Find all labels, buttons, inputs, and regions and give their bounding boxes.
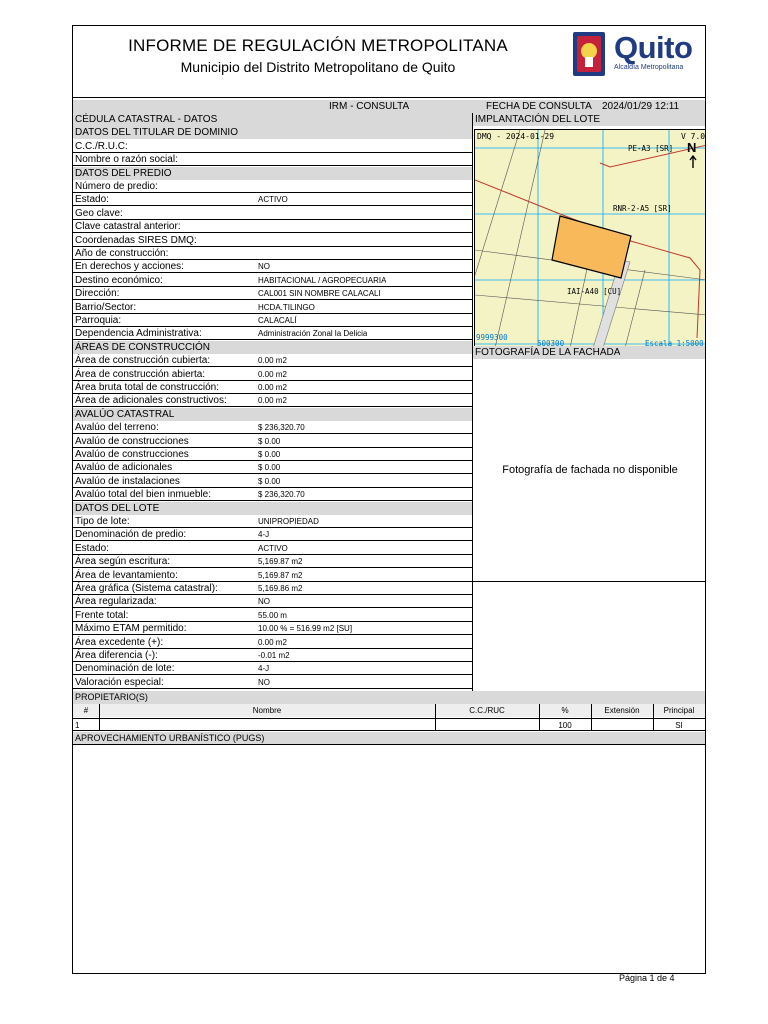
row-principal: SI xyxy=(675,721,683,730)
map-scale: Escala 1:5000 xyxy=(645,339,704,347)
predio-row xyxy=(73,193,472,206)
predio-label: En derechos y acciones: xyxy=(75,261,184,273)
predio-label: Dirección: xyxy=(75,288,120,300)
predio-value: ACTIVO xyxy=(258,195,288,205)
lot-map xyxy=(474,129,706,347)
predio-row xyxy=(73,314,472,327)
propietarios-columns xyxy=(73,704,705,717)
areas-value: 0.00 m2 xyxy=(258,356,287,366)
predio-value: CALACALÍ xyxy=(258,316,297,325)
consulta-bar xyxy=(73,100,705,113)
implantacion-header xyxy=(473,113,705,126)
predio-label: Clave catastral anterior: xyxy=(75,221,181,233)
lote-value: 10.00 % = 516.99 m2 [SU] xyxy=(258,624,353,634)
areas-row xyxy=(73,394,472,407)
avaluo-row xyxy=(73,421,472,434)
areas-value: 0.00 m2 xyxy=(258,383,287,392)
areas-label: Área de adicionales constructivos: xyxy=(75,395,227,407)
predio-row xyxy=(73,301,472,314)
row-number: 1 xyxy=(75,721,80,730)
areas-value: 0.00 m2 xyxy=(258,396,287,406)
titular-label: C.C./R.U.C: xyxy=(75,140,128,152)
avaluo-row xyxy=(73,461,472,474)
avaluo-value: $ 0.00 xyxy=(258,476,281,486)
col-nombre: Nombre xyxy=(252,706,282,715)
lote-value: 5,169.87 m2 xyxy=(258,557,303,567)
areas-label: Área de construcción cubierta: xyxy=(75,355,211,367)
predio-value: Administración Zonal la Delicia xyxy=(258,329,368,339)
lote-label: Tipo de lote: xyxy=(75,516,130,527)
avaluo-value: $ 236,320.70 xyxy=(258,490,305,500)
aprovechamiento-title: APROVECHAMIENTO URBANÍSTICO (PUGS) xyxy=(75,733,265,743)
map-date: DMQ - 2024-01-29 xyxy=(477,132,555,141)
predio-value: HABITACIONAL / AGROPECUARIA xyxy=(258,275,387,285)
avaluo-value: $ 0.00 xyxy=(258,436,281,446)
predio-row xyxy=(73,327,472,340)
fotografia-title: FOTOGRAFÍA DE LA FACHADA xyxy=(475,347,621,358)
zone-label-3: IAI-A40 [CU] xyxy=(567,287,622,296)
lote-row xyxy=(73,662,472,675)
lote-label: Área gráfica (Sistema catastral): xyxy=(75,583,218,594)
fecha-label: FECHA DE CONSULTA xyxy=(486,101,592,112)
predio-row xyxy=(73,180,472,193)
lote-value: 4-J xyxy=(258,664,270,674)
table-divider xyxy=(435,704,436,731)
predio-row xyxy=(73,260,472,273)
lote-label: Área según escritura: xyxy=(75,556,171,568)
predio-row xyxy=(73,274,472,287)
titular-header xyxy=(73,126,472,139)
areas-row xyxy=(73,368,472,381)
quito-logo xyxy=(570,29,706,79)
avaluo-label: Avalúo de construcciones xyxy=(75,435,189,447)
lote-value: UNIPROPIEDAD xyxy=(258,517,319,526)
areas-label: Área de construcción abierta: xyxy=(75,368,206,380)
col-extension: Extensión xyxy=(604,706,640,715)
col-principal: Principal xyxy=(663,706,695,715)
avaluo-label: Avalúo del terreno: xyxy=(75,422,159,434)
irm-label: IRM - CONSULTA xyxy=(329,101,410,112)
propietarios-title: PROPIETARIO(S) xyxy=(75,692,148,702)
divider xyxy=(73,97,705,98)
predio-label: Dependencia Administrativa: xyxy=(75,328,202,340)
predio-row xyxy=(73,207,472,220)
lote-row xyxy=(73,515,472,528)
zone-label-1: PE-A3 [SR] xyxy=(628,144,674,153)
avaluo-row xyxy=(73,448,472,461)
table-divider xyxy=(653,704,654,731)
lote-value: -0.01 m2 xyxy=(258,651,290,660)
areas-value: 0.00 m2 xyxy=(258,369,287,379)
lote-value: 4-J xyxy=(258,530,270,540)
propietarios-header xyxy=(73,691,705,704)
col-ruc: C.C./RUC xyxy=(469,706,505,715)
titular-label: Nombre o razón social: xyxy=(75,154,178,166)
map-coord-y: 9999300 xyxy=(476,333,508,342)
areas-row xyxy=(73,381,472,394)
lote-row xyxy=(73,582,472,595)
predio-label: Destino económico: xyxy=(75,274,163,286)
predio-value: NO xyxy=(258,262,270,272)
predio-value: HCDA.TILINGO xyxy=(258,302,315,312)
predio-row xyxy=(73,287,472,300)
implantacion-title: IMPLANTACIÓN DEL LOTE xyxy=(475,114,601,125)
page-number: Página 1 de 4 xyxy=(619,973,675,983)
row-extension xyxy=(591,719,653,732)
lote-label: Valoración especial: xyxy=(75,676,164,688)
lote-value: 55.00 m xyxy=(258,610,287,620)
cedula-header-title: CÉDULA CATASTRAL - DATOS xyxy=(75,114,218,125)
avaluo-row xyxy=(73,475,472,488)
fotografia-header xyxy=(473,346,705,359)
predio-label: Barrio/Sector: xyxy=(75,301,137,313)
lote-value: 0.00 m2 xyxy=(258,637,287,647)
north-icon: N xyxy=(687,140,697,155)
lote-label: Estado: xyxy=(75,542,109,554)
avaluo-label: Avalúo total del bien inmueble: xyxy=(75,489,212,501)
lote-row xyxy=(73,636,472,649)
predio-row xyxy=(73,234,472,247)
photo-placeholder: Fotografía de fachada no disponible xyxy=(502,464,678,476)
avaluo-label: Avalúo de construcciones xyxy=(75,449,189,460)
fecha-value: 2024/01/29 12:11 xyxy=(602,101,680,112)
col-number: # xyxy=(83,706,89,715)
lote-label: Frente total: xyxy=(75,609,129,621)
lot-map-drawing xyxy=(475,130,706,347)
row-percent: 100 xyxy=(558,721,572,730)
lote-value: 5,169.87 m2 xyxy=(258,570,303,580)
predio-label: Parroquia: xyxy=(75,315,122,326)
predio-label: Coordenadas SIRES DMQ: xyxy=(75,234,197,246)
lote-label: Máximo ETAM permitido: xyxy=(75,623,187,635)
areas-header xyxy=(73,341,472,354)
avaluo-row xyxy=(73,488,472,501)
lote-label: Área regularizada: xyxy=(75,596,157,608)
lote-value: 5,169.86 m2 xyxy=(258,584,303,593)
predio-label: Estado: xyxy=(75,194,109,206)
avaluo-value: $ 0.00 xyxy=(258,450,281,459)
row-nombre xyxy=(99,719,435,732)
lote-row xyxy=(73,542,472,555)
table-divider xyxy=(99,704,100,731)
logo-tagline: Alcaldía Metropolitana xyxy=(614,64,684,71)
avaluo-header xyxy=(73,408,472,421)
photo-divider xyxy=(473,581,705,582)
lote-row xyxy=(73,555,472,568)
zone-label-2: RNR-2-A5 [SR] xyxy=(613,204,672,213)
predio-label: Geo clave: xyxy=(75,207,123,219)
areas-row xyxy=(73,354,472,367)
lote-value: NO xyxy=(258,597,270,607)
lote-label: Área excedente (+): xyxy=(75,636,164,648)
lot-polygon xyxy=(552,216,631,278)
report-title: INFORME DE REGULACIÓN METROPOLITANA xyxy=(128,36,508,55)
areas-label: Área bruta total de construcción: xyxy=(75,382,219,393)
table-divider xyxy=(539,704,540,731)
col-percent: % xyxy=(561,706,569,715)
lote-row xyxy=(73,609,472,622)
map-version: V 7.0 xyxy=(681,132,706,141)
lote-label: Denominación de predio: xyxy=(75,529,187,541)
lote-row xyxy=(73,622,472,635)
predio-row xyxy=(73,220,472,233)
avaluo-label: Avalúo de adicionales xyxy=(75,462,173,474)
predio-header-title: DATOS DEL PREDIO xyxy=(75,167,172,179)
table-row xyxy=(73,718,705,731)
areas-header-title: ÁREAS DE CONSTRUCCIÓN xyxy=(75,341,211,353)
lote-row xyxy=(73,649,472,662)
predio-label: Año de construcción: xyxy=(75,248,169,259)
avaluo-label: Avalúo de instalaciones xyxy=(75,475,180,487)
lote-header xyxy=(73,502,472,515)
row-ruc xyxy=(435,719,539,732)
lote-label: Denominación de lote: xyxy=(75,663,175,675)
lote-label: Área diferencia (-): xyxy=(75,650,158,661)
avaluo-row xyxy=(73,435,472,448)
predio-header xyxy=(73,167,472,180)
lote-row xyxy=(73,676,472,689)
lote-value: ACTIVO xyxy=(258,543,288,553)
report-subtitle: Municipio del Distrito Metropolitano de Quito xyxy=(180,59,456,75)
column-divider xyxy=(472,113,473,693)
predio-label: Número de predio: xyxy=(75,181,158,192)
document-frame xyxy=(72,25,706,974)
avaluo-value: $ 236,320.70 xyxy=(258,423,305,433)
table-divider xyxy=(591,704,592,731)
predio-value: CAL001 SIN NOMBRE CALACALI xyxy=(258,289,381,299)
coat-of-arms-icon xyxy=(570,29,610,79)
predio-row xyxy=(73,247,472,260)
aprovechamiento-header xyxy=(73,732,705,745)
lote-header-title: DATOS DEL LOTE xyxy=(75,502,160,514)
logo-word: Quito xyxy=(614,30,693,65)
lote-row xyxy=(73,595,472,608)
lote-row xyxy=(73,569,472,582)
titular-row xyxy=(73,153,472,166)
north-arrow-icon xyxy=(690,156,696,168)
lote-row xyxy=(73,528,472,541)
titular-row xyxy=(73,140,472,153)
avaluo-header-title: AVALÚO CATASTRAL xyxy=(75,408,175,420)
cedula-header xyxy=(73,113,472,126)
map-coord-x: 500300 xyxy=(537,339,565,347)
lote-label: Área de levantamiento: xyxy=(75,569,178,581)
avaluo-value: $ 0.00 xyxy=(258,463,281,473)
lote-value: NO xyxy=(258,677,270,687)
titular-header-title: DATOS DEL TITULAR DE DOMINIO xyxy=(75,127,238,139)
